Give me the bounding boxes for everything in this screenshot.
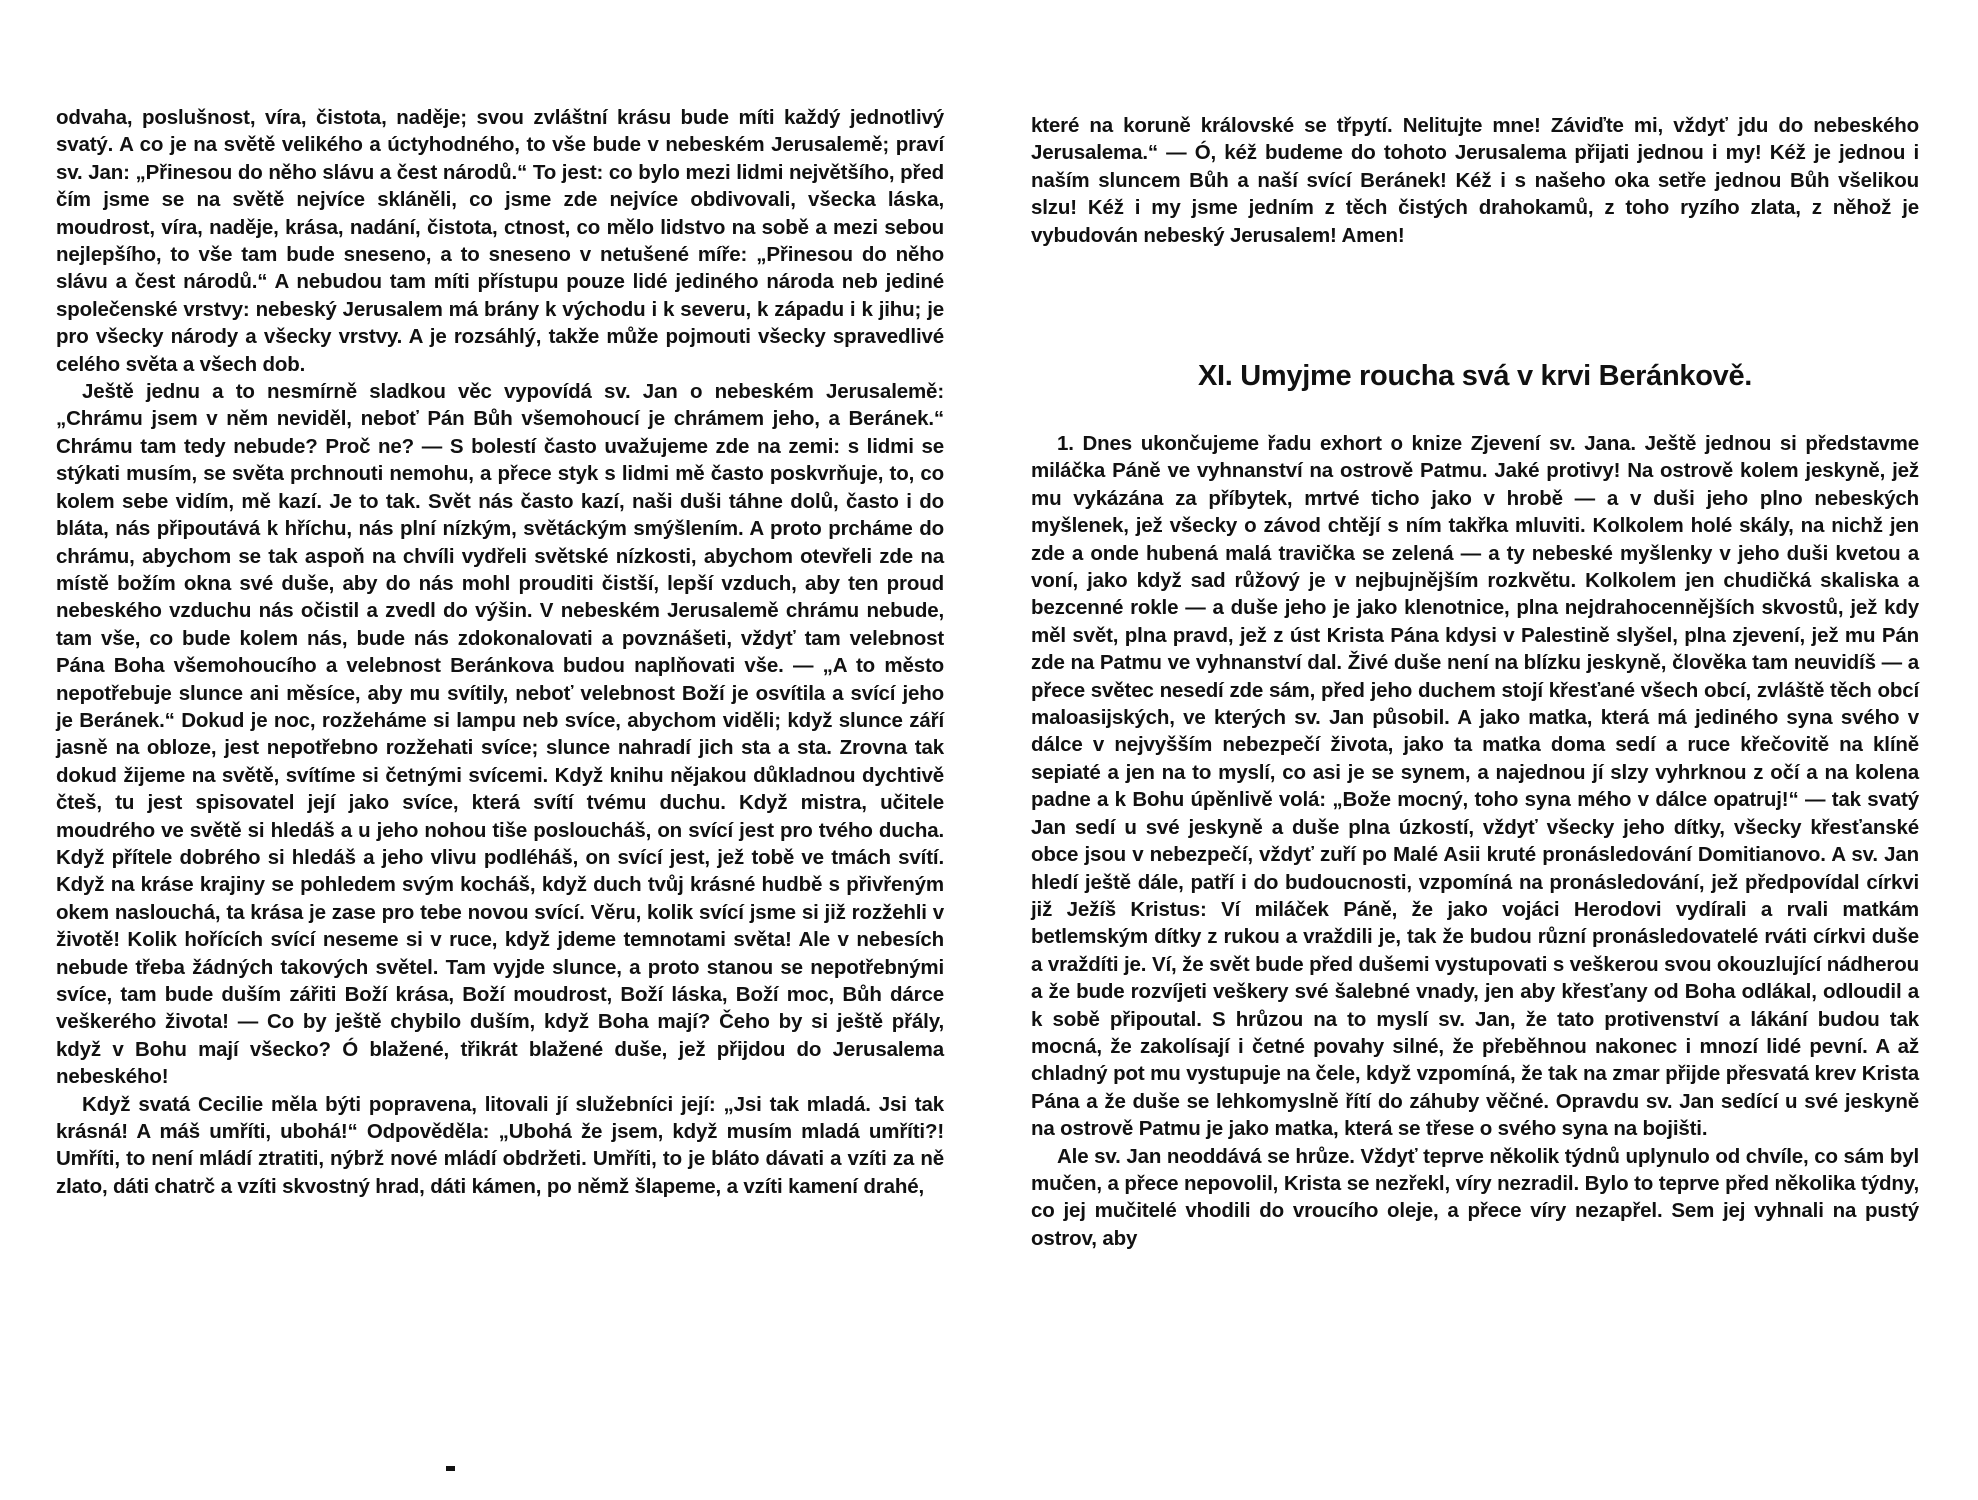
paragraph: odvaha, poslušnost, víra, čistota, naděje; svou zvláštní krásu bude míti každý jednotlivý svatý. A co je na světě velikého a úctyhodného, to vše bude v nebeském Jerusalemě; praví sv. Jan: „Přinesou do něho slávu a čest národů.“ To jest: co bylo mezi lidmi největšího, před čím jsme se na světě nejvíce skláněli, co jsme zde nejvíce obdivovali, všecka láska, moudrost, víra, naděje, krása, nadání, čistota, ctnost, co mělo lidstvo na sobě a mezi sebou nejlepšího, to vše tam bude sneseno, a to sneseno v netušené míře: „Přinesou do něho slávu a čest národů.“ A nebudou tam míti přístupu pouze lidé jediného národa neb jediné společenské vrstvy: nebeský Jerusalem má brány k východu i k severu, k západu i k jihu; je pro všecky národy a všecky vrstvy. A je rozsáhlý, takže může pojmouti všecky spravedlivé celého světa a všech dob.	[56, 106, 944, 376]
page-mark	[446, 1466, 455, 1471]
right-page-main-text	[1031, 430, 1919, 1252]
paragraph: Ale sv. Jan neoddává se hrůze. Vždyť teprve několik týdnů uplynulo od chvíle, co sám byl mučen, a přece nepovolil, Krista se nezřekl, víry nezradil. Bylo to teprve před několika týdny, co jej mučitelé vhodili do vroucího oleje, a přece víry nezapřel. Sem jej vyhnali na pustý ostrov, aby	[1031, 1144, 1919, 1250]
paragraph: 1. Dnes ukončujeme řadu exhort o knize Zjevení sv. Jana. Ještě jednou si představme miláčka Páně ve vyhnanství na ostrově Patmu. Jaké protivy! Na ostrově kolem jeskyně, jež mu vykázána za příbytek, mrtvé ticho jako v hrobě — a v duši jeho plno nebeských myšlenek, jež všecky o závod chtějí s ním takřka mluviti. Kolkolem holé skály, na nichž jen zde a onde hubená malá travička se zelená — a ty nebeské myšlenky v jeho duši kvetou a voní, jako když sad růžový je v nejbujnějším rozkvětu. Kolkolem jen chudičká skaliska a bezcenné rokle — a duše jeho je jako klenotnice, plna nejdrahocennějších skvostů, jež kdy měl svět, plna pravd, jež z úst Krista Pána kdysi v Palestině slyšel, plna zjevení, jež mu Pán zde na Patmu ve vyhnanství dal. Živé duše není na blízku jeskyně, člověka tam neuvidíš — a přece světec nesedí zde sám, před jeho duchem stojí křesťané všech obcí, zvláště těch obcí maloasijských, ve kterých sv. Jan působil. A jako matka, která má jediného syna svého v dálce v nejvyšším nebezpečí života, jako ta matka doma sedí a ruce křečovitě na klíně sepiaté a jen na to myslí, co asi je se synem, a najednou jí slzy vyhrknou z očí a na kolena padne a k Bohu úpěnlivě volá: „Bože mocný, toho syna mého v dálce opatruj!“ — tak svatý Jan sedí u své jeskyně a duše plna úzkostí, vždyť všecky jeho dítky, všecky křesťanské obce jsou v nebezpečí, vždyť zuří po Malé Asii kruté pronásledování Domitianovo. A sv. Jan hledí ještě dále, patří i do budoucnosti, vzpomíná na pronásledování, jež předpovídal církvi již Ježíš Kristus: Ví miláček Páně, že jako vojáci Herodovi vydírali a rvali matkám betlemským dítky z rukou a vraždili je, tak že budou různí pronásledovatelé rváti církvi duše a vraždíti je. Ví, že svět bude před dušemi vystupovati s veškerou svou okouzlující nádherou a že bude rozvíjeti veškery své šalebné vnady, jen aby křesťany od Boha odlákal, odloudil a k sobě připoutal. S hrůzou na to myslí sv. Jan, že tato protivenství a lákání budou tak mocná, že zakolísají i četné povahy silné, že přeběhnou nakonec i mnozí lidé pevní. A až chladný pot mu vystupuje na čele, když vzpomíná, že tak na zmar přijde přesvatá krev Krista Pána a že duše se lehkomyslně řítí do záhuby věčné. Opravdu sv. Jan sedící u své jeskyně na ostrově Patmu je jako matka, která se třese o svého syna na bojišti.	[1031, 432, 1919, 1141]
right-page-top-text	[1031, 112, 1919, 249]
paragraph: Když svatá Cecilie měla býti popravena, litovali jí služebníci její: „Jsi tak mladá. Jsi tak krásná! A máš umříti, ubohá!“ Odpověděla: „Ubohá že jsem, když musím mladá umříti?! Umříti, to není mládí ztratiti, nýbrž nové mládí obdržeti. Umříti, to je bláto dávati a vzíti za ně zlato, dáti chatrč a vzíti skvostný hrad, dáti kámen, po němž šlapeme, a vzíti kamení drahé,	[56, 1092, 944, 1198]
chapter-title: XI. Umyjme roucha svá v krvi Beránkově.	[1197, 360, 1753, 392]
left-page-text	[56, 104, 944, 1200]
right-page	[989, 0, 1978, 1500]
paragraph: které na koruně královské se třpytí. Nelitujte mne! Záviďte mi, vždyť jdu do nebeského Jerusalema.“ — Ó, kéž budeme do tohoto Jerusalema přijati jednou i my! Kéž je jednou i naším sluncem Bůh a naší svící Beránek! Kéž i s našeho oka setře jednou Bůh všelikou slzu! Kéž i my jsme jedním z těch čistých drahokamů, z toho ryzího zlata, z něhož je vybudován nebeský Jerusalem! Amen!	[1031, 114, 1919, 247]
paragraph: Ještě jednu a to nesmírně sladkou věc vypovídá sv. Jan o nebeském Jerusalemě: „Chrámu jsem v něm neviděl, neboť Pán Bůh všemohoucí je chrámem jeho, a Beránek.“ Chrámu tam tedy nebude? Proč ne? — S bolestí často uvažujeme zde na zemi: s lidmi se stýkati musím, se světa prchnouti nemohu, a přece styk s lidmi mě často poskvrňuje, to, co kolem sebe vidím, mě kazí. Je to tak. Svět nás často kazí, naši duši táhne dolů, často i do bláta, nás připoutává k hříchu, nás plní nízkým, světáckým smýšlením. A proto prcháme do chrámu, abychom se tak aspoň na chvíli vydřeli světské nízkosti, abychom otevřeli zde na místě božím okna své duše, aby do nás mohl prouditi čistší, lepší vzduch, aby ten proud nebeského vzduchu nás očistil a zvedl do výšin. V nebeském Jerusalemě chrámu nebude, tam vše, co bude kolem nás, bude nás zdokonalovati a povznášeti, vždyť tam velebnost Pána Boha všemohoucího a velebnost Beránkova budou naplňovati vše. — „A to město nepotřebuje slunce ani měsíce, aby mu svítily, neboť velebnost Boží je osvítila a svící jeho je Beránek.“ Dokud je noc, rozžeháme si lampu neb svíce, abychom viděli; když slunce září jasně na obloze, jest nepotřebno rozžehati svíce; slunce nahradí jich sta a sta. Zrovna tak dokud žijeme na světě, svítíme si četnými svícemi. Když knihu nějakou důkladnou dychtivě čteš, tu jest spisovatel její jako svíce, která svítí tvému duchu. Když mistra, učitele moudrého ve světě si hledáš a u jeho nohou tiše posloucháš, on svící jest pro tvého ducha. Když přítele dobrého si hledáš a jeho vlivu podléháš, on svící jest, jež tobě ve tmách svítí. Když na kráse krajiny se pohledem svým kocháš, když duch tvůj krásné hudbě s přivřeným okem naslouchá, ta krása je zase pro tebe novou svící. Věru, kolik svící jsme si již rozžehli v životě! Kolik hořících svící neseme si v ruce, když jdeme temnotami světa! Ale v nebesích nebude třeba žádných takových světel. Tam vyjde slunce, a proto stanou se nepotřebnými svíce, tam bude duším zářiti Boží krása, Boží moudrost, Boží láska, Boží moc, Bůh dárce veškerého života! — Co by ještě chybilo duším, když Boha mají? Čeho by si ještě přály, když v Bohu mají všecko? Ó blažené, třikrát blažené duše, jež přijdou do Jerusalema nebeského!	[56, 380, 944, 1089]
